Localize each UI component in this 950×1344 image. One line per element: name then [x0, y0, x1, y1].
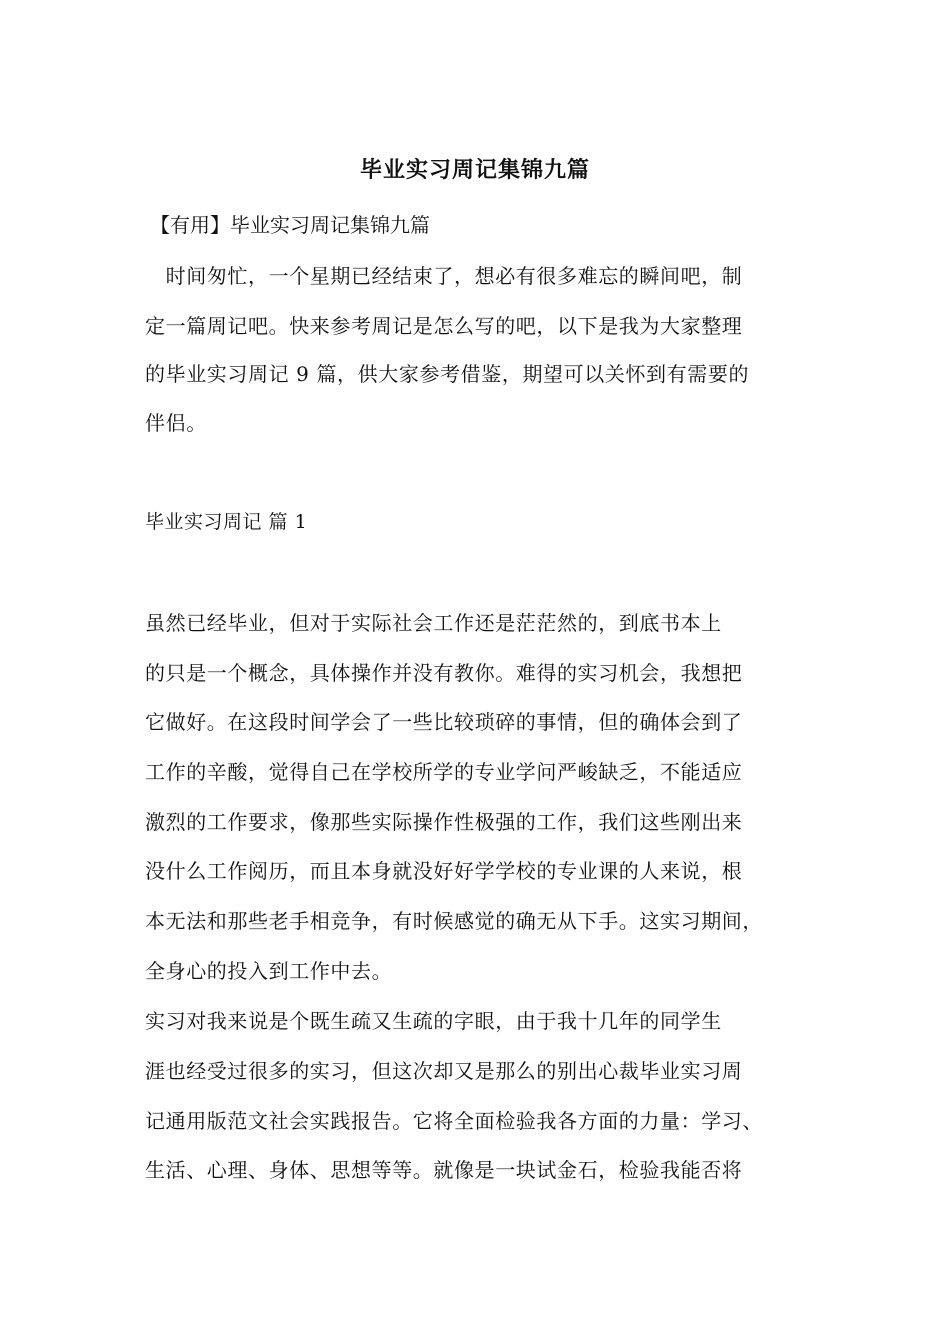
paragraph-line: 它做好。在这段时间学会了一些比较琐碎的事情，但的确体会到了: [145, 710, 743, 734]
paragraph-line: 全身心的投入到工作中去。: [145, 959, 393, 983]
paragraph-line: 虽然已经毕业，但对于实际社会工作还是茫茫然的，到底书本上: [145, 611, 722, 635]
paragraph-line: 的只是一个概念，具体操作并没有教你。难得的实习机会，我想把: [145, 661, 743, 685]
intro-line: 伴侣。: [145, 411, 207, 435]
paragraph-line: 激烈的工作要求，像那些实际操作性极强的工作，我们这些刚出来: [145, 810, 743, 834]
document-title: 毕业实习周记集锦九篇: [359, 157, 590, 183]
paragraph-line: 实习对我来说是个既生疏又生疏的字眼，由于我十几年的同学生: [145, 1009, 722, 1033]
paragraph-line: 生活、心理、身体、思想等等。就像是一块试金石，检验我能否将: [145, 1158, 743, 1182]
paragraph-line: 工作的辛酸，觉得自己在学校所学的专业学问严峻缺乏，不能适应: [145, 760, 743, 784]
intro-line: 时间匆忙，一个星期已经结束了，想必有很多难忘的瞬间吧，制: [145, 264, 743, 288]
paragraph-line: 没什么工作阅历，而且本身就没好好学学校的专业课的人来说，根: [145, 859, 743, 883]
document-subtitle: 【有用】毕业实习周记集锦九篇: [150, 213, 430, 237]
paragraph-line: 本无法和那些老手相竞争，有时候感觉的确无从下手。这实习期间，: [145, 909, 763, 933]
intro-line: 的毕业实习周记 9 篇，供大家参考借鉴，期望可以关怀到有需要的: [145, 362, 750, 386]
section-heading: 毕业实习周记 篇 1: [145, 511, 308, 533]
paragraph-line: 记通用版范文社会实践报告。它将全面检验我各方面的力量：学习、: [145, 1109, 763, 1133]
paragraph-line: 涯也经受过很多的实习，但这次却又是那么的别出心裁毕业实习周: [145, 1059, 743, 1083]
intro-line: 定一篇周记吧。快来参考周记是怎么写的吧，以下是我为大家整理: [145, 314, 743, 338]
